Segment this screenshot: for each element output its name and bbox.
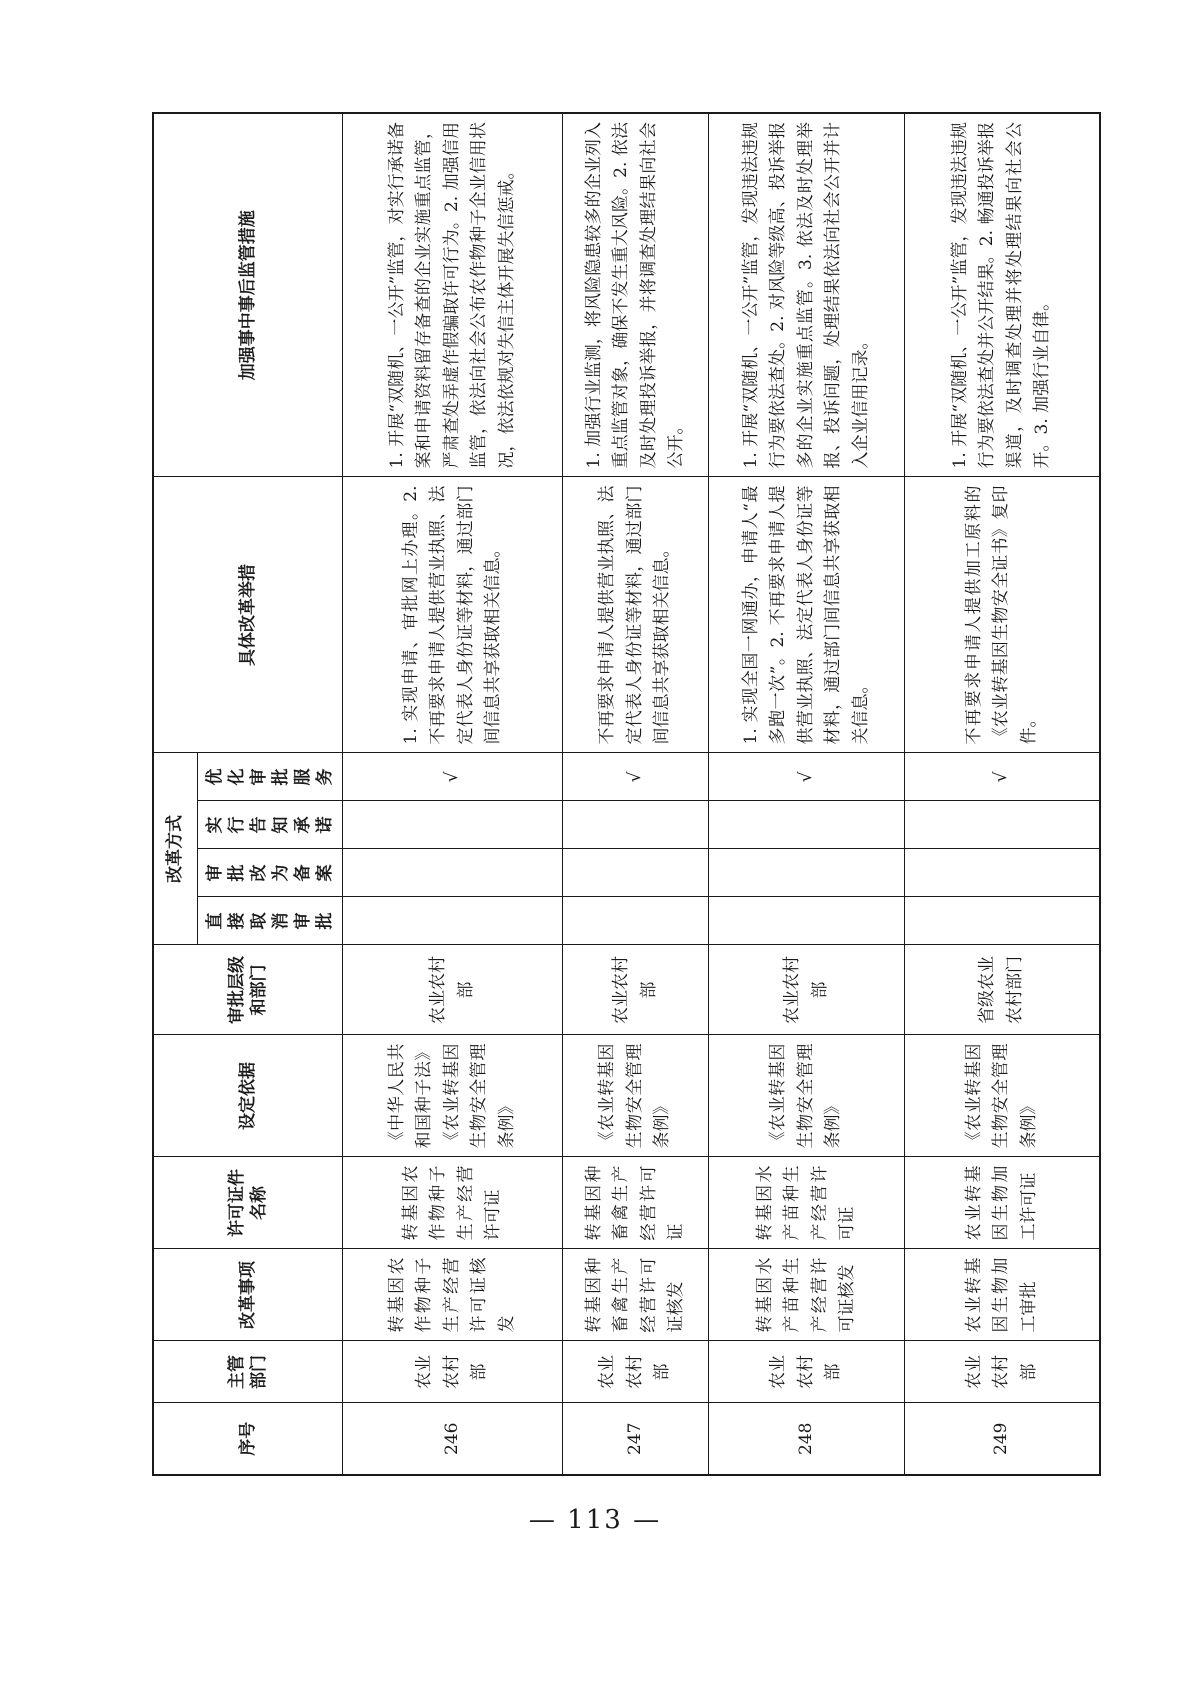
cell-dept: 农业农村部 — [905, 1341, 1100, 1403]
header-mode-optimize: 优化审批服务 — [197, 753, 343, 801]
cell-mode-cancel — [343, 897, 563, 945]
cell-mode-promise — [563, 801, 709, 849]
header-dept: 主管部门 — [153, 1341, 343, 1403]
cell-seq: 248 — [709, 1403, 905, 1475]
cell-measures: 不再要求申请人提供营业执照、法定代表人身份证等材料，通过部门间信息共享获取相关信息。 — [563, 477, 709, 753]
cell-license: 农业转基因生物加工许可证 — [905, 1157, 1100, 1249]
cell-level: 农业农村部 — [343, 945, 563, 1035]
cell-level: 农业农村部 — [709, 945, 905, 1035]
reform-items-table — [152, 112, 1101, 1476]
cell-license: 转基因农作物种子生产经营许可证 — [343, 1157, 563, 1249]
header-license: 许可证件名称 — [153, 1157, 343, 1249]
cell-seq: 246 — [343, 1403, 563, 1475]
table-row — [709, 113, 905, 1475]
page-number: — 113 — — [528, 1505, 662, 1535]
header-measures: 具体改革举措 — [153, 477, 343, 753]
header-basis: 设定依据 — [153, 1035, 343, 1157]
cell-dept: 农业农村部 — [709, 1341, 905, 1403]
header-level: 审批层级和部门 — [153, 945, 343, 1035]
cell-license: 转基因水产苗种生产经营许可证 — [709, 1157, 905, 1249]
header-mode-cancel: 直接取消审批 — [197, 897, 343, 945]
cell-basis: 《农业转基因生物安全管理条例》 — [905, 1035, 1100, 1157]
cell-item: 农业转基因生物加工审批 — [905, 1249, 1100, 1341]
cell-basis: 《中华人民共和国种子法》《农业转基因生物安全管理条例》 — [343, 1035, 563, 1157]
header-supervision: 加强事中事后监管措施 — [153, 113, 343, 477]
cell-mode-record — [905, 849, 1100, 897]
cell-supervision: 1. 加强行业监测，将风险隐患较多的企业列入重点监管对象，确保不发生重大风险。2. 依法及时处理投诉举报，并将调查处理结果向社会公开。 — [563, 113, 709, 477]
cell-mode-record — [343, 849, 563, 897]
table-row — [563, 113, 709, 1475]
cell-mode-cancel — [563, 897, 709, 945]
cell-measures: 1. 实现全国一网通办，申请人“最多跑一次”。2. 不再要求申请人提供营业执照、法定代表人身份证等材料，通过部门间信息共享获取相关信息。 — [709, 477, 905, 753]
cell-level: 农业农村部 — [563, 945, 709, 1035]
cell-mode-optimize: √ — [709, 753, 905, 801]
cell-seq: 247 — [563, 1403, 709, 1475]
cell-mode-promise — [905, 801, 1100, 849]
header-mode-promise: 实行告知承诺 — [197, 801, 343, 849]
cell-mode-record — [709, 849, 905, 897]
cell-basis: 《农业转基因生物安全管理条例》 — [563, 1035, 709, 1157]
header-mode-group: 改革方式 — [153, 753, 197, 945]
cell-supervision: 1. 开展“双随机、一公开”监管，发现违法违规行为要依法查处并公开结果。2. 畅通投诉举报渠道，及时调查处理并将处理结果向社会公开。3. 加强行业自律。 — [905, 113, 1100, 477]
cell-dept: 农业农村部 — [563, 1341, 709, 1403]
cell-basis: 《农业转基因生物安全管理条例》 — [709, 1035, 905, 1157]
cell-item: 转基因农作物种子生产经营许可证核发 — [343, 1249, 563, 1341]
cell-dept: 农业农村部 — [343, 1341, 563, 1403]
cell-mode-optimize: √ — [905, 753, 1100, 801]
header-mode-record: 审批改为备案 — [197, 849, 343, 897]
cell-level: 省级农业农村部门 — [905, 945, 1100, 1035]
cell-license: 转基因种畜禽生产经营许可证 — [563, 1157, 709, 1249]
cell-mode-record — [563, 849, 709, 897]
cell-supervision: 1. 开展“双随机、一公开”监管，发现违法违规行为要依法查处。2. 对风险等级高、投诉举报多的企业实施重点监管。3. 依法及时处理举报、投诉问题，处理结果依法向社会公开并计入企业信用记录。 — [709, 113, 905, 477]
regulation-table-rotated — [152, 122, 1053, 1476]
table-row — [343, 113, 563, 1475]
cell-mode-optimize: √ — [563, 753, 709, 801]
cell-mode-promise — [343, 801, 563, 849]
cell-item: 转基因水产苗种生产经营许可证核发 — [709, 1249, 905, 1341]
cell-item: 转基因种畜禽生产经营许可证核发 — [563, 1249, 709, 1341]
cell-mode-cancel — [709, 897, 905, 945]
cell-seq: 249 — [905, 1403, 1100, 1475]
cell-measures: 1. 实现申请、审批网上办理。2. 不再要求申请人提供营业执照、法定代表人身份证等材料，通过部门间信息共享获取相关信息。 — [343, 477, 563, 753]
table-row — [905, 113, 1100, 1475]
header-item: 改革事项 — [153, 1249, 343, 1341]
cell-mode-promise — [709, 801, 905, 849]
header-seq: 序号 — [153, 1403, 343, 1475]
cell-mode-optimize: √ — [343, 753, 563, 801]
cell-supervision: 1. 开展“双随机、一公开”监管，对实行承诺备案和申请资料留存备查的企业实施重点监管，严肃查处弄虚作假骗取许可行为。2. 加强信用监管，依法向社会公布农作物种子企业信用状况，依法依规对失信主体开展失信惩戒。 — [343, 113, 563, 477]
cell-measures: 不再要求申请人提供加工原料的《农业转基因生物安全证书》复印件。 — [905, 477, 1100, 753]
cell-mode-cancel — [905, 897, 1100, 945]
